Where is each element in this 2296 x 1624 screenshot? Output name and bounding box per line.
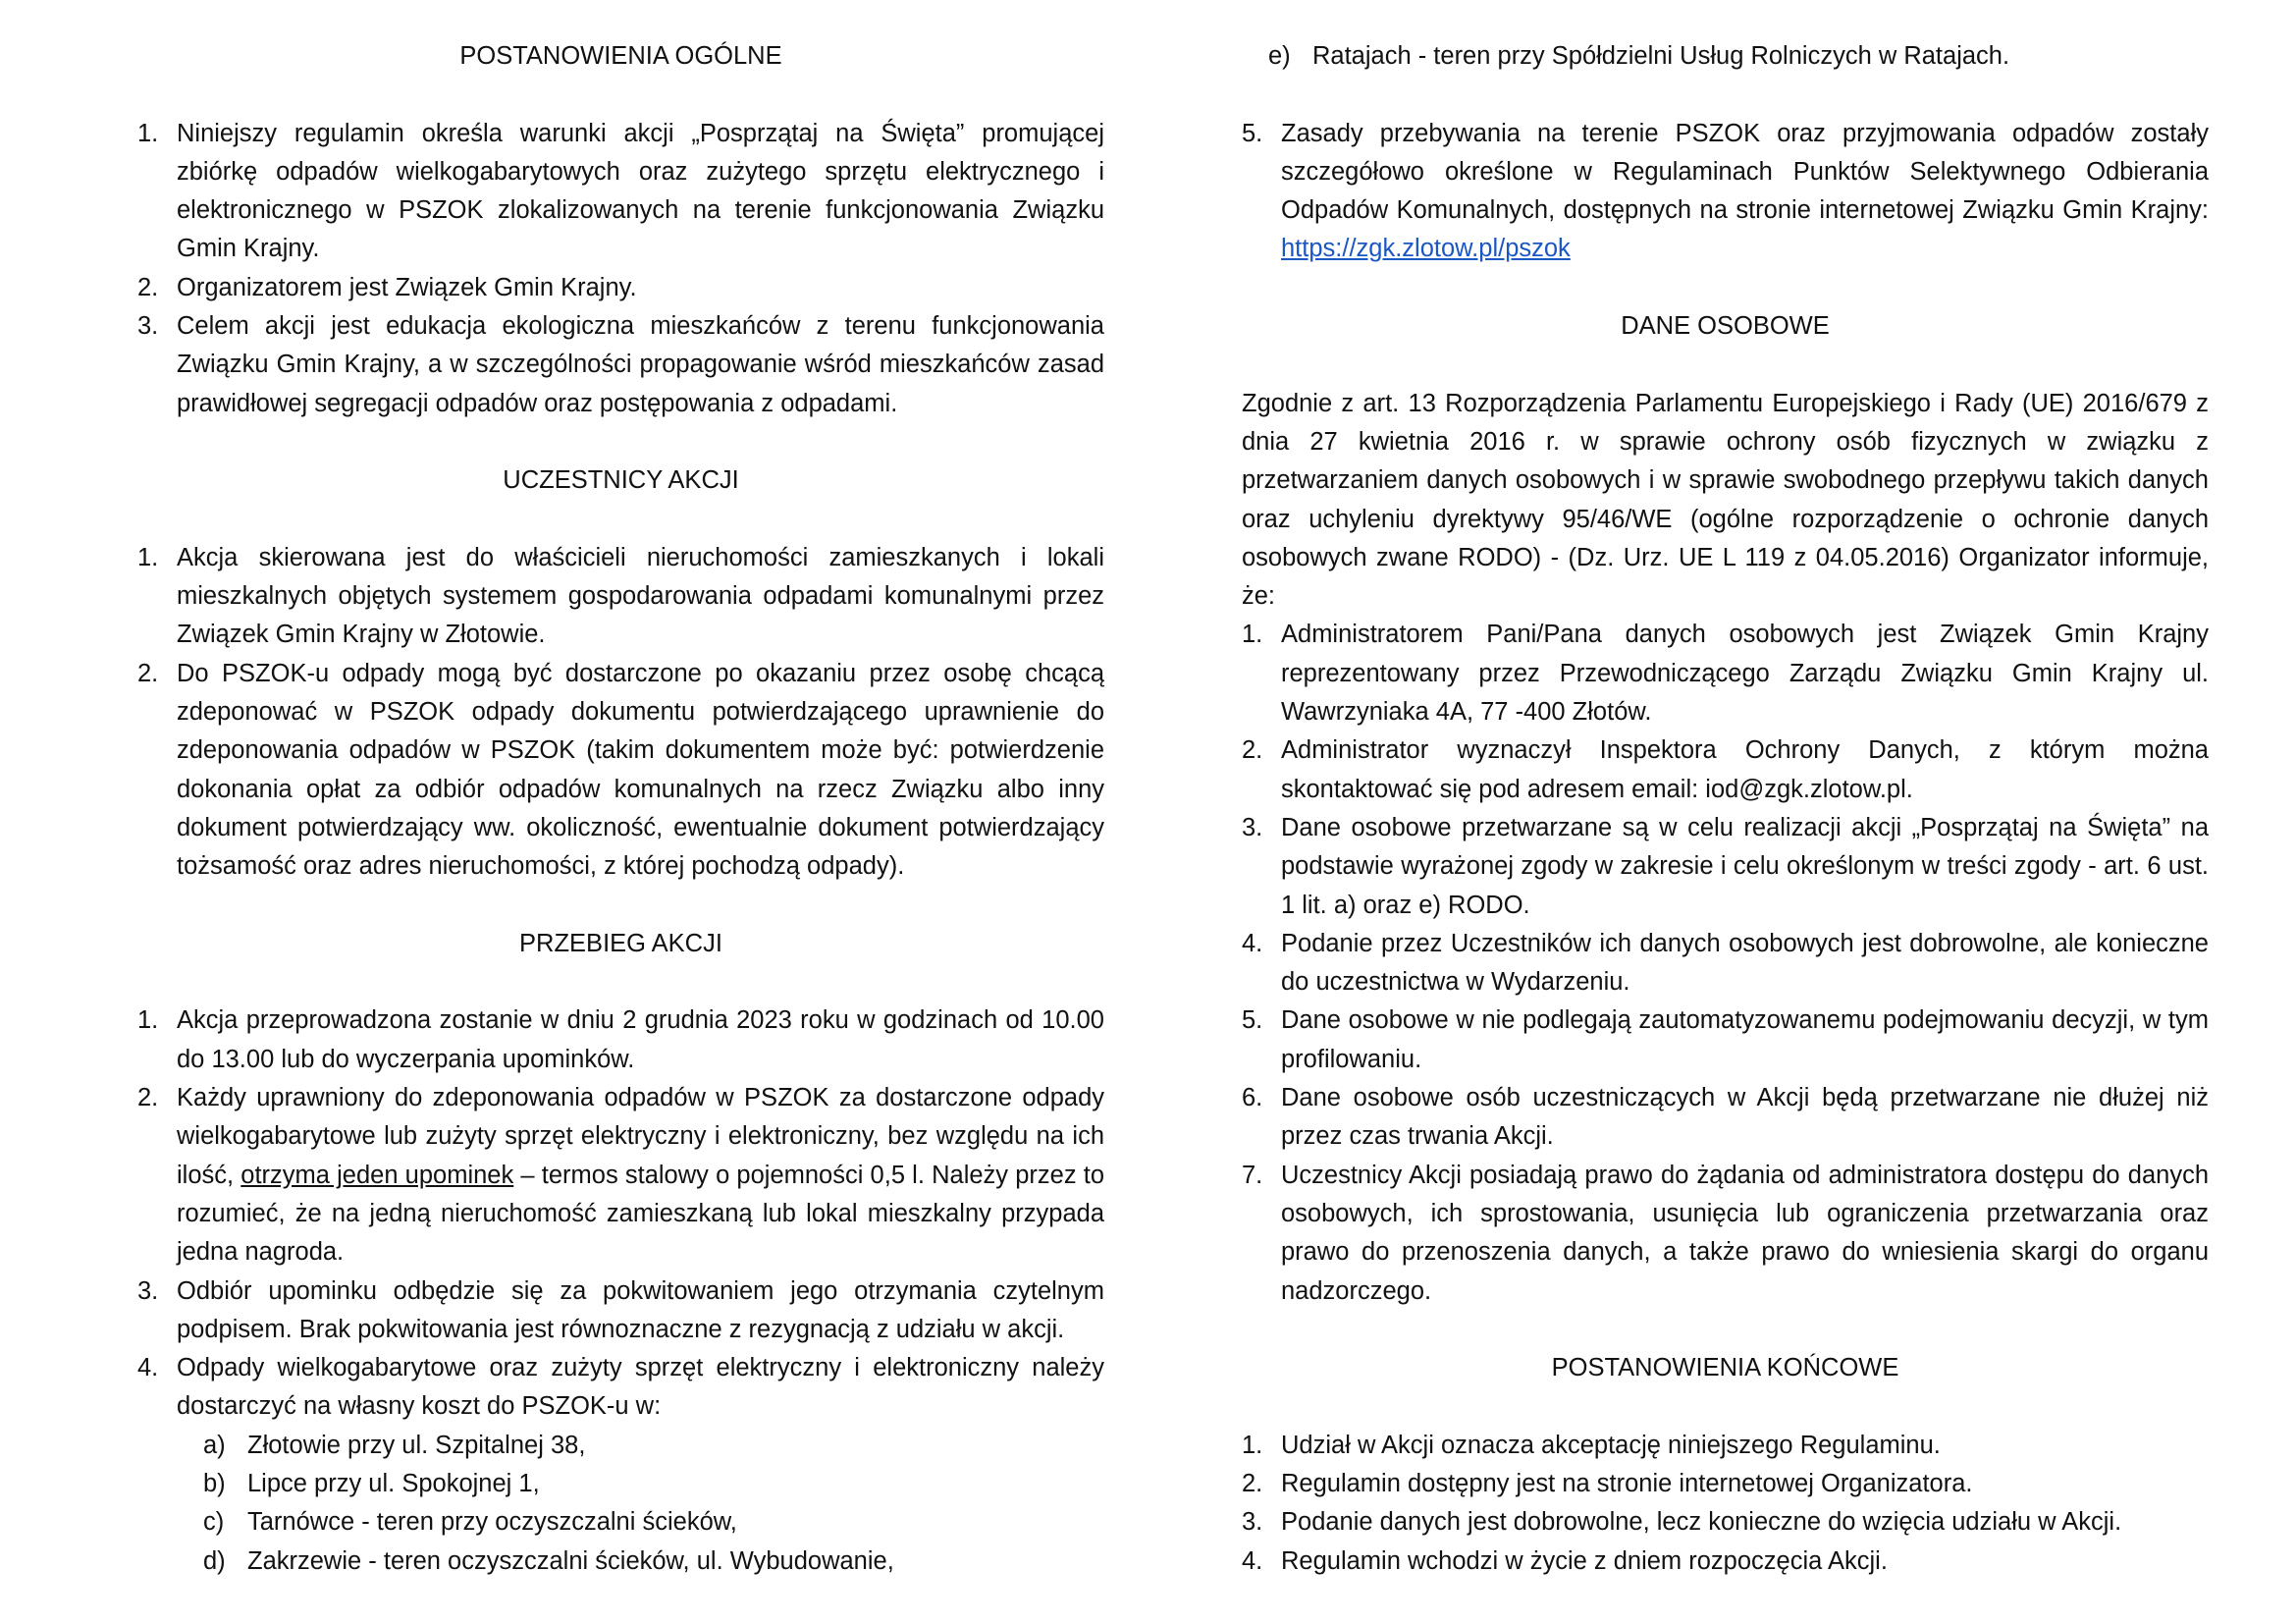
- section-heading-personal-data: DANE OSOBOWE: [1621, 312, 1830, 341]
- item-text: Udział w Akcji oznacza akceptację niniejszego Regulaminu.: [1281, 1431, 1941, 1459]
- list-item: [1242, 925, 2209, 1002]
- item-number: 1.: [137, 119, 159, 147]
- item-text: Do PSZOK-u odpady mogą być dostarczone po okazaniu przez osobę chcącą zdeponować w PSZOK odpady dokumentu potwierdzającego uprawnienie do zdeponowania odpadów w PSZOK (takim dokumentem może być: potwierdzenie dokonania opłat za odbiór odpadów komunalnych na rzecz Związku albo inny dokument potwierdzający ww. okoliczność, ewentualnie dokument potwierdzający tożsamość oraz adres nieruchomości, z której pochodzą odpady).: [177, 659, 1104, 881]
- item-text: Celem akcji jest edukacja ekologiczna mieszkańców z terenu funkcjonowania Związku Gmin Krajny, a w szczególności propagowanie wśród mieszkańców zasad prawidłowej segregacji odpadów oraz postępowania z odpadami.: [177, 312, 1104, 417]
- personal-data-intro: Zgodnie z art. 13 Rozporządzenia Parlamentu Europejskiego i Rady (UE) 2016/679 z dnia 27 kwietnia 2016 r. w sprawie ochrony osób fizycznych w związku z przetwarzaniem danych osobowych i w sprawie swobodnego przepływu takich danych oraz uchyleniu dyrektywy 95/46/WE (ogólne rozporządzenie o ochronie danych osobowych zwane RODO) - (Dz. Urz. UE L 119 z 04.05.2016) Organizator informuje, że:: [1242, 389, 2209, 611]
- item-text: Podanie przez Uczestników ich danych osobowych jest dobrowolne, ale konieczne do uczestnictwa w Wydarzeniu.: [1281, 929, 2209, 997]
- location-letter: d): [203, 1546, 226, 1575]
- item-number: 5.: [1242, 119, 1263, 147]
- item-number: 2.: [137, 659, 159, 687]
- list-item: [137, 307, 1104, 423]
- list-item: [137, 1349, 1104, 1581]
- item-text: Akcja przeprowadzona zostanie w dniu 2 grudnia 2023 roku w godzinach od 10.00 do 13.00 lub do wyczerpania upominków.: [177, 1006, 1104, 1073]
- list-item: [1242, 1503, 2209, 1542]
- right-column: [1242, 37, 2209, 1581]
- item-text-underlined: otrzyma jeden upominek: [240, 1161, 514, 1189]
- item-number: 6.: [1242, 1084, 1263, 1112]
- final-provisions-list: [1242, 1427, 2209, 1581]
- location-item: [177, 1503, 1104, 1542]
- list-item: [137, 1001, 1104, 1079]
- list-item: [1242, 1465, 2209, 1503]
- location-item: [177, 1427, 1104, 1465]
- item-text: Regulamin dostępny jest na stronie internetowej Organizatora.: [1281, 1469, 1973, 1497]
- item-text: Zasady przebywania na terenie PSZOK oraz przyjmowania odpadów zostały szczegółowo określone w Regulaminach Punktów Selektywnego Odbierania Odpadów Komunalnych, dostępnych na stronie internetowej Związku Gmin Krajny:: [1281, 119, 2209, 225]
- list-item: [1242, 731, 2209, 809]
- item-number: 1.: [137, 543, 159, 571]
- list-item: [1242, 1543, 2209, 1581]
- location-item: [177, 1465, 1104, 1503]
- participants-list: [137, 539, 1104, 887]
- list-item: [1242, 1079, 2209, 1157]
- list-item: [137, 655, 1104, 887]
- list-item: [1242, 616, 2209, 731]
- location-text: Lipce przy ul. Spokojnej 1,: [247, 1469, 540, 1497]
- location-text: Zakrzewie - teren oczyszczalni ścieków, ul. Wybudowanie,: [247, 1546, 894, 1575]
- list-item: [137, 1272, 1104, 1350]
- item-text: Regulamin wchodzi w życie z dniem rozpoczęcia Akcji.: [1281, 1546, 1888, 1575]
- section-heading-course: PRZEBIEG AKCJI: [519, 929, 722, 957]
- list-item: [137, 269, 1104, 307]
- item-number: 3.: [137, 1276, 159, 1305]
- list-item: [1242, 1427, 2209, 1465]
- item-text: Dane osobowe osób uczestniczących w Akcji będą przetwarzane nie dłużej niż przez czas trwania Akcji.: [1281, 1084, 2209, 1151]
- left-column: [137, 37, 1104, 1581]
- item-text: Uczestnicy Akcji posiadają prawo do żądania od administratora dostępu do danych osobowych, ich sprostowania, usunięcia lub ograniczenia przetwarzania oraz prawo do przenoszenia danych, a także prawo do wniesienia skargi do organu nadzorczego.: [1281, 1161, 2209, 1305]
- location-text: Złotowie przy ul. Szpitalnej 38,: [247, 1431, 586, 1459]
- location-item: [177, 1543, 1104, 1581]
- item-number: 4.: [137, 1354, 159, 1382]
- item-number: 3.: [137, 312, 159, 341]
- course-list-continued: [1242, 115, 2209, 269]
- personal-data-list: [1242, 616, 2209, 1310]
- location-letter: b): [203, 1469, 226, 1497]
- pszok-regulations-link[interactable]: https://zgk.zlotow.pl/pszok: [1281, 235, 1571, 263]
- item-text: Administrator wyznaczył Inspektora Ochrony Danych, z którym można skontaktować się pod adresem email: iod@zgk.zlotow.pl.: [1281, 736, 2209, 803]
- section-heading-general: POSTANOWIENIA OGÓLNE: [459, 42, 782, 70]
- location-text: Ratajach - teren przy Spółdzielni Usług Rolniczych w Ratajach.: [1312, 42, 2010, 70]
- item-text: Akcja skierowana jest do właścicieli nieruchomości zamieszkanych i lokali mieszkalnych objętych systemem gospodarowania odpadami komunalnymi przez Związek Gmin Krajny w Złotowie.: [177, 543, 1104, 649]
- section-heading-participants: UCZESTNICY AKCJI: [503, 466, 739, 495]
- item-text: Administratorem Pani/Pana danych osobowych jest Związek Gmin Krajny reprezentowany przez Przewodniczącego Zarządu Związku Gmin Krajny ul. Wawrzyniaka 4A, 77 -400 Złotów.: [1281, 621, 2209, 727]
- item-text: Dane osobowe przetwarzane są w celu realizacji akcji „Posprzątaj na Święta” na podstawie wyrażonej zgody w zakresie i celu określonym w treści zgody - art. 6 ust. 1 lit. a) oraz e) RODO.: [1281, 813, 2209, 919]
- item-text-after: – termos stalowy o pojemności 0,5 l. Należy przez to rozumieć, że na jedną nieruchomość zamieszkaną lub lokal mieszkalny przypada jedna nagroda.: [177, 1161, 1104, 1267]
- item-text: Organizatorem jest Związek Gmin Krajny.: [177, 273, 637, 301]
- item-number: 5.: [1242, 1006, 1263, 1035]
- item-text: Dane osobowe w nie podlegają zautomatyzowanemu podejmowaniu decyzji, w tym profilowaniu.: [1281, 1006, 2209, 1073]
- item-number: 2.: [1242, 736, 1263, 765]
- list-item: [1242, 1001, 2209, 1079]
- item-text: Podanie danych jest dobrowolne, lecz konieczne do wzięcia udziału w Akcji.: [1281, 1508, 2122, 1537]
- item-text-before: Każdy uprawniony do zdeponowania odpadów w PSZOK za dostarczone odpady wielkogabarytowe lub zużyty sprzęt elektryczny i elektroniczny, bez względu na ich ilość,: [177, 1084, 1104, 1189]
- list-item: [137, 1079, 1104, 1272]
- location-letter: a): [203, 1431, 226, 1459]
- item-text: Odbiór upominku odbędzie się za pokwitowaniem jego otrzymania czytelnym podpisem. Brak pokwitowania jest równoznaczne z rezygnacją z udziału w akcji.: [177, 1276, 1104, 1343]
- general-provisions-list: [137, 115, 1104, 423]
- locations-list: [177, 1427, 1104, 1581]
- item-number: 4.: [1242, 929, 1263, 957]
- list-item: [1242, 115, 2209, 269]
- item-number: 2.: [1242, 1469, 1263, 1497]
- list-item: [137, 539, 1104, 655]
- course-list: [137, 1001, 1104, 1580]
- list-item: [137, 115, 1104, 269]
- location-letter: e): [1268, 42, 1291, 70]
- location-text: Tarnówce - teren przy oczyszczalni ścieków,: [247, 1508, 737, 1537]
- item-number: 4.: [1242, 1546, 1263, 1575]
- list-item: [1242, 809, 2209, 925]
- item-number: 7.: [1242, 1161, 1263, 1189]
- item-number: 2.: [137, 1084, 159, 1112]
- item-text: Odpady wielkogabarytowe oraz zużyty sprzęt elektryczny i elektroniczny należy dostarczyć na własny koszt do PSZOK-u w:: [177, 1354, 1104, 1421]
- item-number: 2.: [137, 273, 159, 301]
- item-number: 1.: [1242, 1431, 1263, 1459]
- location-letter: c): [203, 1508, 225, 1537]
- item-text: Niniejszy regulamin określa warunki akcji „Posprzątaj na Święta” promującej zbiórkę odpadów wielkogabarytowych oraz zużytego sprzętu elektrycznego i elektronicznego w PSZOK zlokalizowanych na terenie funkcjonowania Związku Gmin Krajny.: [177, 119, 1104, 263]
- section-heading-final-provisions: POSTANOWIENIA KOŃCOWE: [1551, 1354, 1899, 1382]
- item-number: 3.: [1242, 813, 1263, 841]
- item-number: 1.: [137, 1006, 159, 1035]
- item-number: 1.: [1242, 621, 1263, 649]
- list-item: [1242, 1157, 2209, 1311]
- item-number: 3.: [1242, 1508, 1263, 1537]
- location-item: [1242, 37, 2209, 76]
